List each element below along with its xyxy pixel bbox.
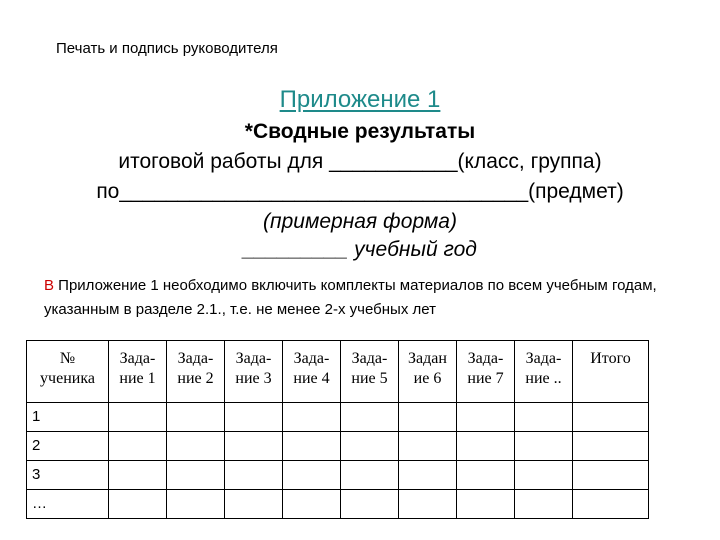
student-number-cell: 3 [27,461,109,490]
table-row [27,461,649,490]
header-total: Итого [573,341,649,403]
note-first-letter: В [44,277,55,294]
score-cell [109,490,167,519]
score-cell [225,461,283,490]
student-number-cell: 1 [27,403,109,432]
header-task-6: Задан ие 6 [399,341,457,403]
score-cell [399,461,457,490]
appendix-title-text: Приложение 1 [279,86,441,113]
score-cell [399,403,457,432]
score-cell [457,403,515,432]
note-text: Приложение 1 необходимо включить комплекты материалов по всем учебным годам, указанным в разделе 2.1., т.е. не менее 2-х учебных лет [44,277,657,318]
score-cell [515,461,573,490]
header-task-3: Зада- ние 3 [225,341,283,403]
seal-signature-label: Печать и подпись руководителя [56,40,278,57]
score-cell [341,490,399,519]
header-student-number: № ученика [27,341,109,403]
score-cell [515,432,573,461]
score-cell [341,432,399,461]
student-number-cell: 2 [27,432,109,461]
score-cell [573,403,649,432]
score-cell [167,490,225,519]
score-cell [283,461,341,490]
score-cell [225,490,283,519]
score-cell [167,461,225,490]
header-task-2: Зада- ние 2 [167,341,225,403]
score-cell [515,490,573,519]
score-cell [341,403,399,432]
score-cell [457,461,515,490]
score-cell [341,461,399,490]
table-row [27,432,649,461]
score-cell [573,490,649,519]
table-row [27,403,649,432]
score-cell [399,490,457,519]
score-cell [573,432,649,461]
score-cell [457,490,515,519]
score-cell [167,432,225,461]
score-cell [283,403,341,432]
results-table [26,340,649,519]
heading-school-year: _________ учебный год [243,238,477,261]
appendix-title [0,86,720,114]
score-cell [399,432,457,461]
heading-sample-form: (примерная форма) [263,210,457,233]
score-cell [283,490,341,519]
score-cell [109,461,167,490]
score-cell [109,432,167,461]
heading-title-text: *Сводные результаты [244,120,476,143]
score-cell [109,403,167,432]
header-task-1: Зада- ние 1 [109,341,167,403]
header-task-more: Зада- ние .. [515,341,573,403]
table-row [27,490,649,519]
score-cell [457,432,515,461]
header-task-4: Зада- ние 4 [283,341,341,403]
heading-title [0,120,720,144]
table-header-row [27,341,649,403]
student-number-cell: … [27,490,109,519]
header-task-7: Зада- ние 7 [457,341,515,403]
score-cell [573,461,649,490]
heading-class-line: итоговой работы для ___________(класс, группа) [118,150,602,173]
appendix-note [44,274,674,322]
score-cell [283,432,341,461]
score-cell [167,403,225,432]
score-cell [225,432,283,461]
heading-subject-line: по___________________________________(предмет) [96,180,624,203]
score-cell [515,403,573,432]
score-cell [225,403,283,432]
header-task-5: Зада- ние 5 [341,341,399,403]
